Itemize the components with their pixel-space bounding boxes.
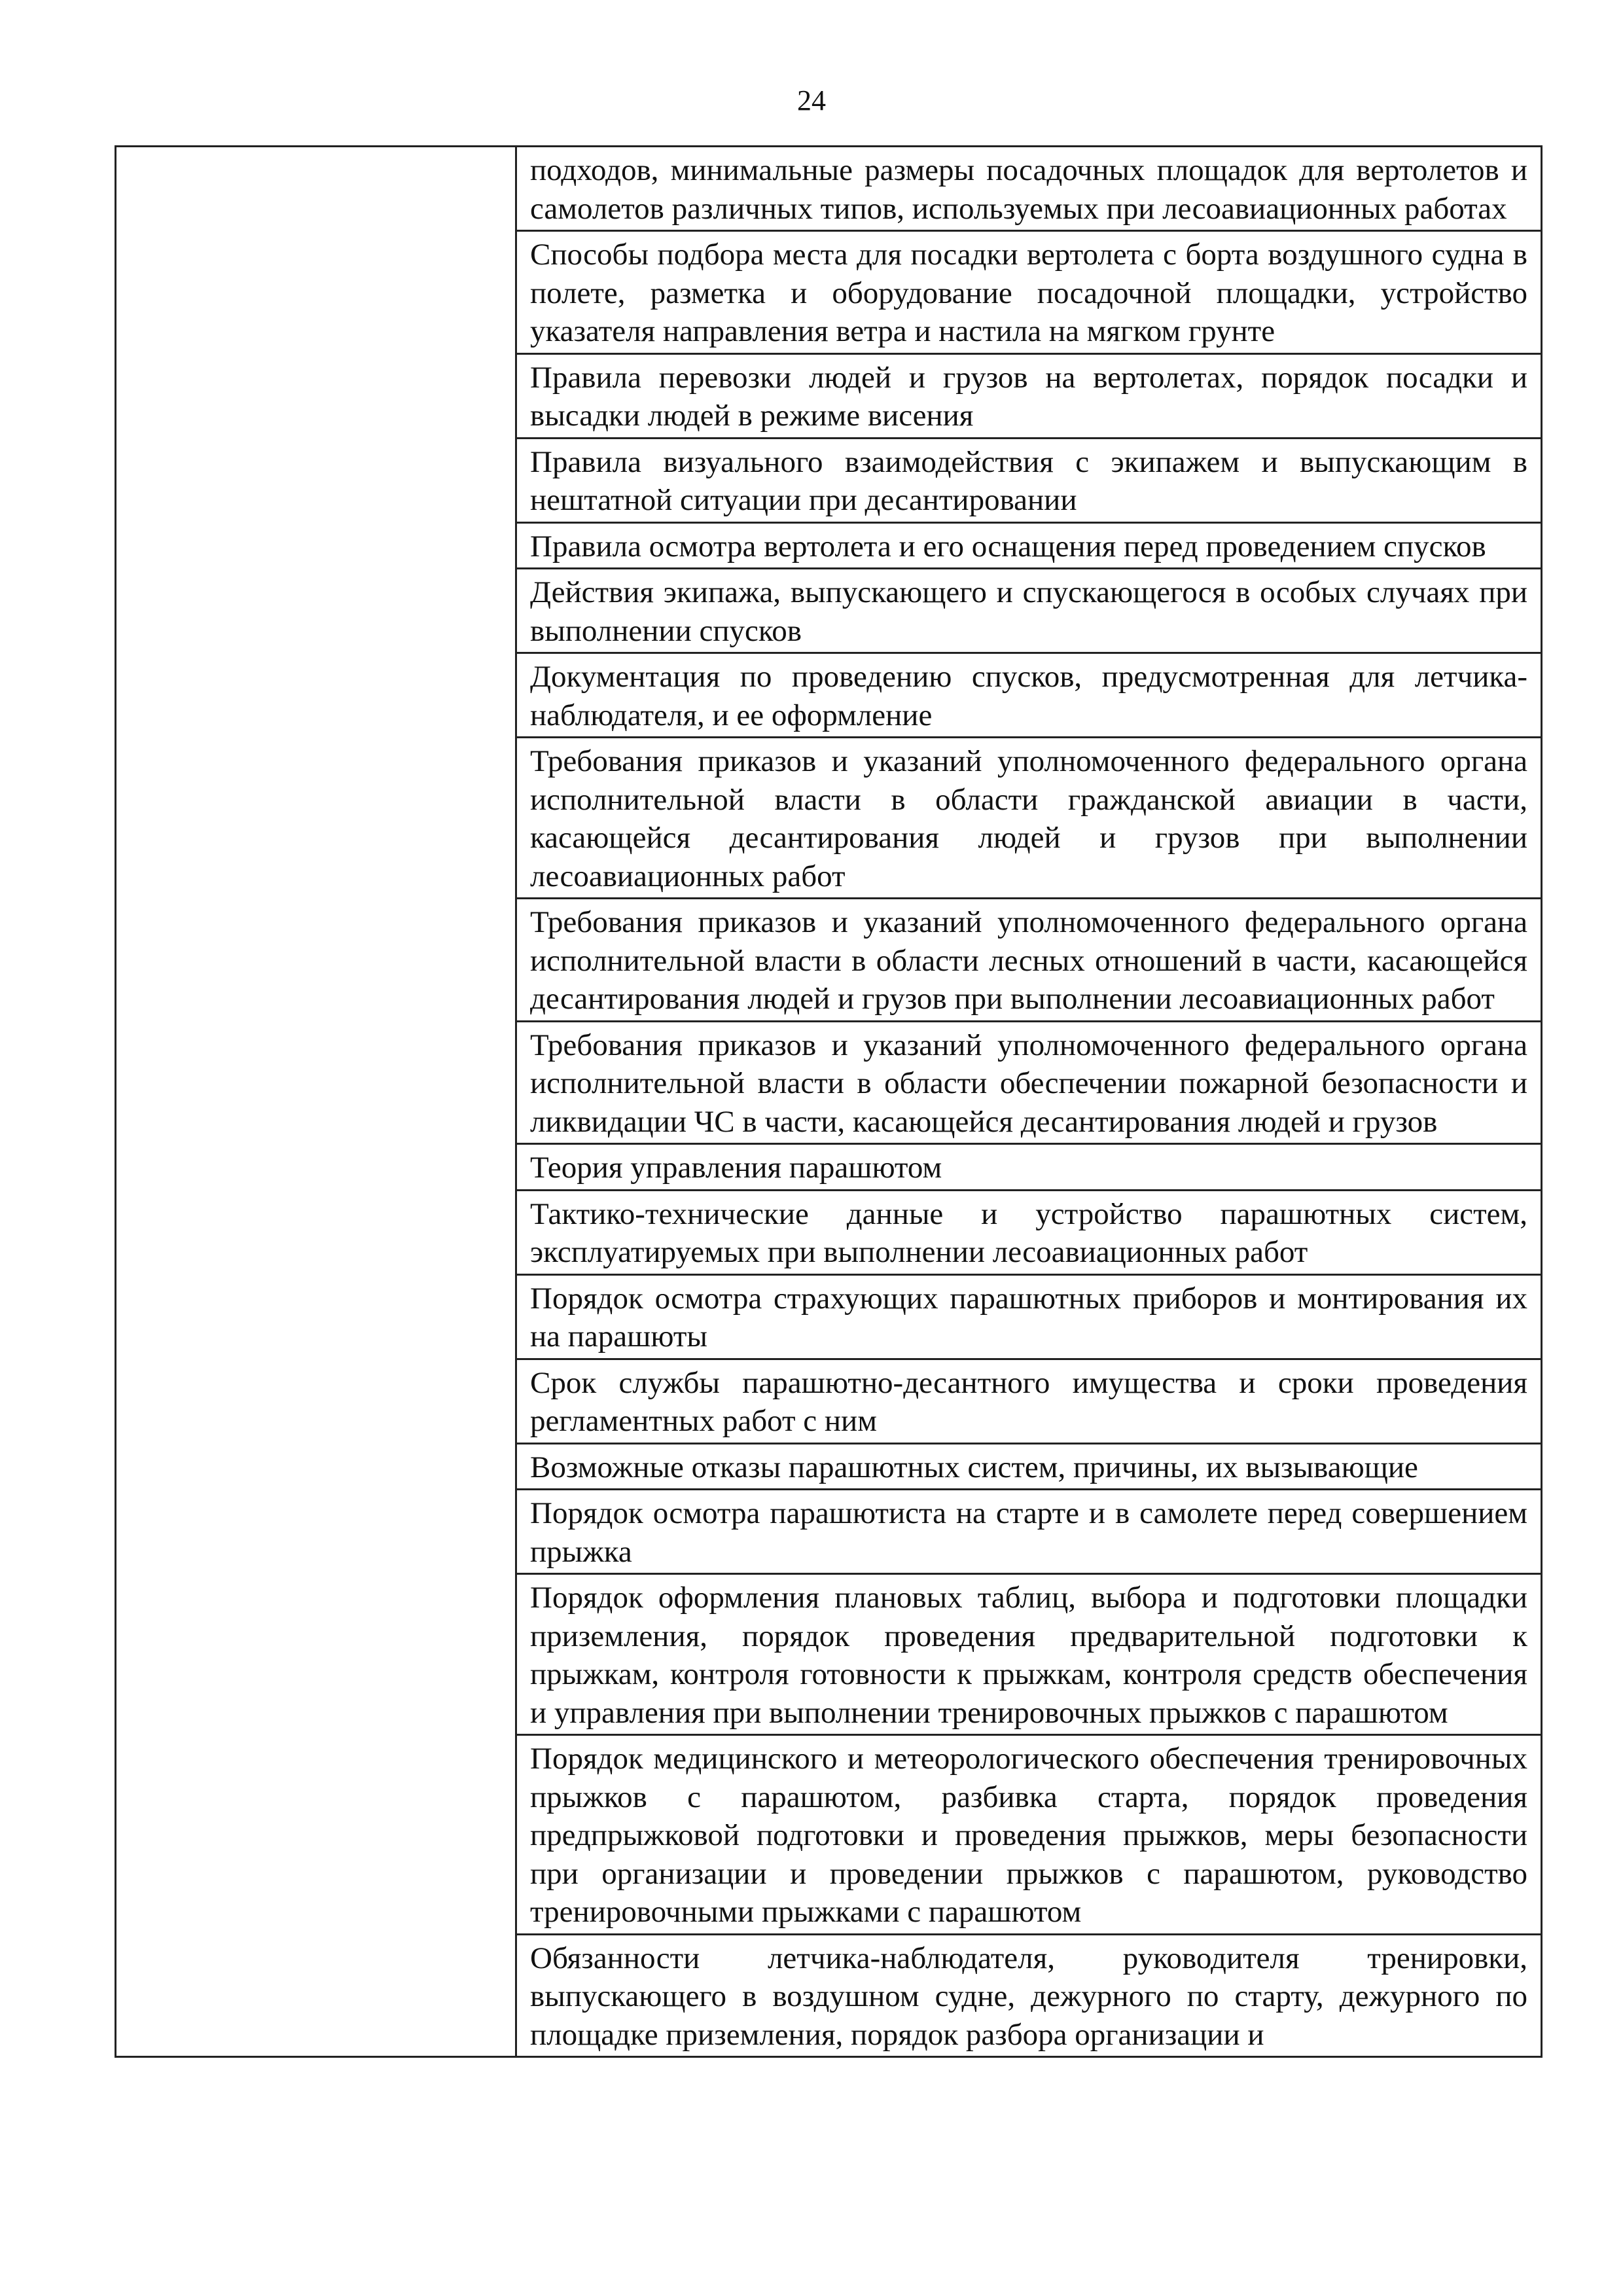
- cell-text: Срок службы парашютно-десантного имущества и сроки проведения регламентных работ с ним: [530, 1365, 1527, 1438]
- table-cell: [516, 653, 1542, 738]
- cell-text: Правила осмотра вертолета и его оснащения перед проведением спусков: [530, 529, 1486, 564]
- cell-text: Способы подбора места для посадки вертолета с борта воздушного судна в полете, разметка и оборудование посадочной площадки, устройство указателя направления ветра и настила на мягком грунте: [530, 238, 1527, 348]
- cell-text: Возможные отказы парашютных систем, причины, их вызывающие: [530, 1450, 1418, 1484]
- cell-text: Порядок медицинского и метеорологического обеспечения тренировочных прыжков с парашютом, разбивка старта, порядок проведения предпрыжковой подготовки и проведения прыжков, меры безопасности при организации и проведении прыжков с парашютом, руководство тренировочными прыжками с парашютом: [530, 1742, 1527, 1929]
- table-cell: [516, 231, 1542, 354]
- table-cell: [516, 147, 1542, 231]
- cell-text: Правила визуального взаимодействия с экипажем и выпускающим в нештатной ситуации при десантировании: [530, 444, 1527, 517]
- table-cell: [516, 899, 1542, 1022]
- left-column-cell: [116, 147, 516, 2057]
- cell-text: Требования приказов и указаний уполномоченного федерального органа исполнительной власти в области лесных отношений в части, касающейся десантирования людей и грузов при выполнении лесоавиационных работ: [530, 905, 1527, 1016]
- cell-text: Порядок осмотра парашютиста на старте и в самолете перед совершением прыжка: [530, 1496, 1527, 1569]
- cell-text: Действия экипажа, выпускающего и спускающегося в особых случаях при выполнении спусков: [530, 575, 1527, 648]
- table-cell: [516, 1359, 1542, 1443]
- table-cell: [516, 353, 1542, 438]
- table-cell: [516, 569, 1542, 653]
- cell-text: подходов, минимальные размеры посадочных площадок для вертолетов и самолетов различных типов, используемых при лесоавиационных работах: [530, 153, 1527, 226]
- table-cell: [516, 1144, 1542, 1191]
- table-cell: [516, 522, 1542, 569]
- requirements-table: [115, 145, 1543, 2058]
- table-cell: [516, 1934, 1542, 2057]
- table-cell: [516, 1443, 1542, 1490]
- table-cell: [516, 1490, 1542, 1574]
- cell-text: Тактико-технические данные и устройство парашютных систем, эксплуатируемых при выполнении лесоавиационных работ: [530, 1196, 1527, 1269]
- page-number: 24: [797, 84, 826, 117]
- table-cell: [516, 1021, 1542, 1144]
- cell-text: Порядок осмотра страхующих парашютных приборов и монтирования их на парашюты: [530, 1281, 1527, 1354]
- cell-text: Документация по проведению спусков, предусмотренная для летчика-наблюдателя, и ее оформление: [530, 660, 1527, 732]
- table-row: [116, 147, 1542, 231]
- cell-text: Порядок оформления плановых таблиц, выбора и подготовки площадки приземления, порядок проведения предварительной подготовки к прыжкам, контроля готовности к прыжкам, контроля средств обеспечения и управления при выполнении тренировочных прыжков с парашютом: [530, 1581, 1527, 1730]
- table-cell: [516, 1735, 1542, 1935]
- cell-text: Теория управления парашютом: [530, 1151, 942, 1185]
- table-cell: [516, 1574, 1542, 1735]
- cell-text: Требования приказов и указаний уполномоченного федерального органа исполнительной власти в области гражданской авиации в части, касающейся десантирования людей и грузов при выполнении лесоавиационных работ: [530, 744, 1527, 893]
- table-cell: [516, 738, 1542, 899]
- cell-text: Правила перевозки людей и грузов на вертолетах, порядок посадки и высадки людей в режиме висения: [530, 360, 1527, 433]
- cell-text: Обязанности летчика-наблюдателя, руководителя тренировки, выпускающего в воздушном судне, дежурного по старту, дежурного по площадке приземления, порядок разбора организации и: [530, 1941, 1527, 2052]
- table-cell: [516, 438, 1542, 522]
- cell-text: Требования приказов и указаний уполномоченного федерального органа исполнительной власти в области обеспечении пожарной безопасности и ликвидации ЧС в части, касающейся десантирования людей и грузов: [530, 1028, 1527, 1139]
- table-cell: [516, 1274, 1542, 1359]
- table-cell: [516, 1190, 1542, 1274]
